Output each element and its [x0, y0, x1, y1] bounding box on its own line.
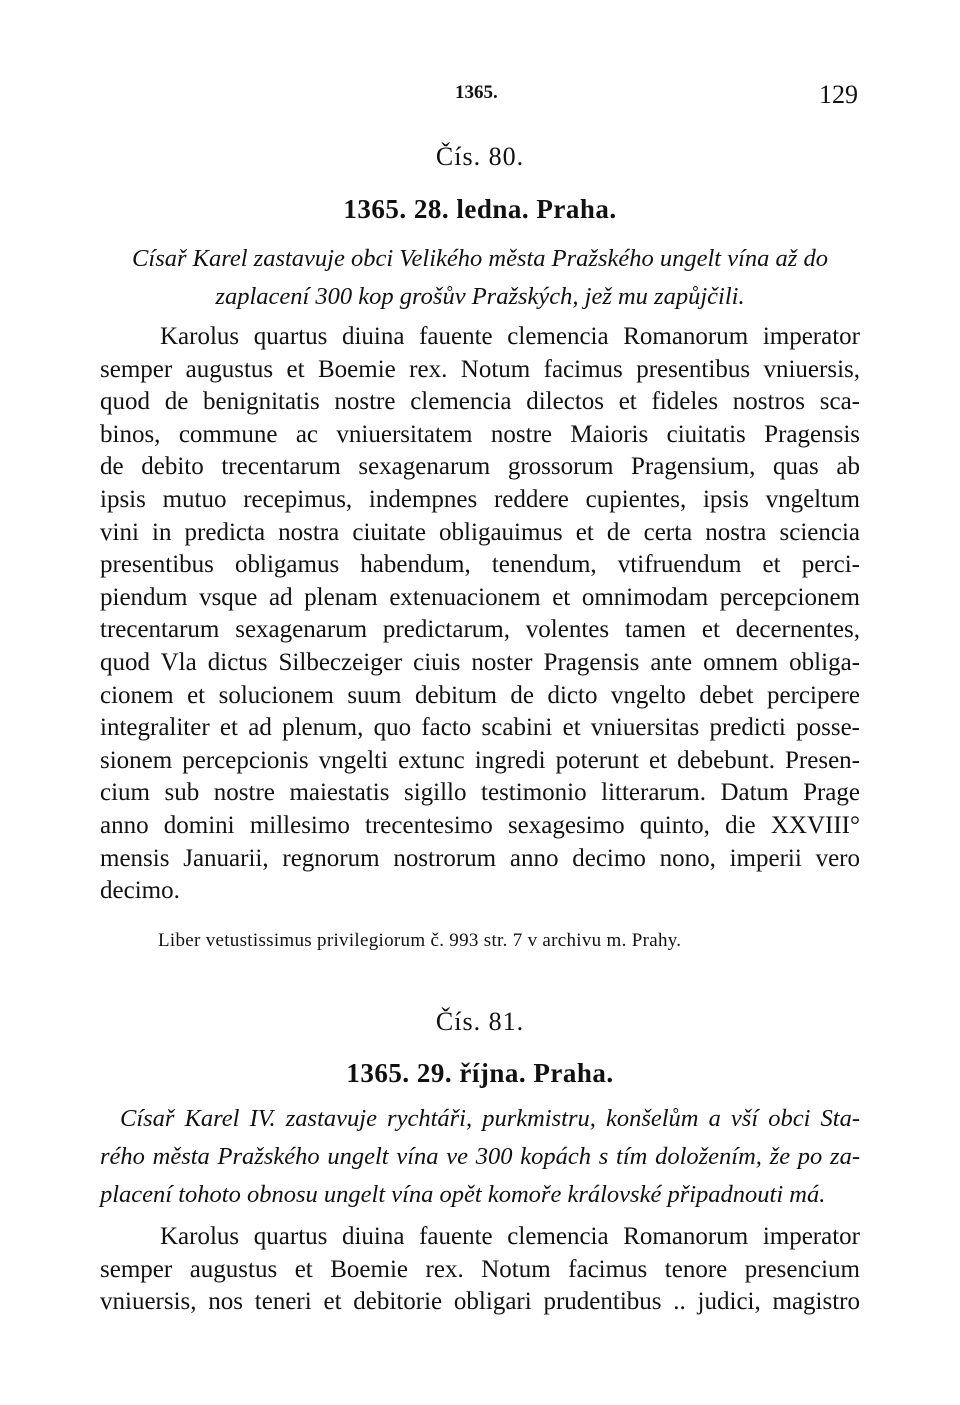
running-year: 1365. [455, 82, 498, 103]
document-date: 1365. 29. října. Praha. [346, 1058, 614, 1088]
document-number: Čís. 80. [435, 142, 525, 171]
text-line: quod Vla dictus Silbeczeiger ciuis noster Pragensis ante omnem obliga- [100, 648, 860, 676]
text-line: quod de benignitatis nostre clemencia dilectos et fideles nostros sca- [100, 388, 860, 416]
text-line: piendum vsque ad plenam extenuacionem et omnimodam percepcionem [100, 583, 860, 611]
text-line: anno domini millesimo trecentesimo sexagesimo quinto, die XXVIII° [100, 811, 860, 839]
text-line: ipsis mutuo recepimus, indempnes reddere cupientes, ipsis vngeltum [100, 485, 860, 513]
regest-line: Císař Karel zastavuje obci Velikého města Pražského ungelt vína až do [132, 245, 828, 272]
text-line: mensis Januarii, regnorum nostrorum anno decimo nono, imperii vero [100, 844, 860, 872]
document-date: 1365. 28. ledna. Praha. [343, 194, 617, 224]
text-line: presentibus obligamus habendum, tenendum, vtifruendum et perci- [100, 551, 860, 579]
text-line: integraliter et ad plenum, quo facto scabini et vniuersitas predicti posse- [100, 714, 860, 742]
text-line: vini in predicta nostra ciuitate obligauimus et de certa nostra sciencia [100, 518, 860, 546]
regest-line: Císař Karel IV. zastavuje rychtáři, purkmistru, konšelům a vší obci Sta- [120, 1105, 860, 1132]
source-note: Liber vetustissimus privilegiorum č. 993 str. 7 v archivu m. Prahy. [158, 930, 682, 951]
document-text [100, 321, 860, 908]
text-line: decimo. [100, 877, 180, 905]
regest-line: placení tohoto obnosu ungelt vína opět komoře královské připadnouti má. [100, 1181, 826, 1208]
text-line: semper augustus et Boemie rex. Notum facimus presentibus vniuersis, [100, 355, 860, 383]
text-line: sionem percepcionis vngelti extunc ingredi poterunt et debebunt. Presen- [100, 746, 860, 774]
text-line: vniuersis, nos teneri et debitorie obligari prudentibus .. judici, magistro [100, 1288, 860, 1316]
text-line: binos, commune ac vniuersitatem nostre Maioris ciuitatis Pragensis [100, 420, 860, 448]
page-header [0, 82, 960, 112]
page-number: 129 [819, 80, 858, 109]
regest-line: rého města Pražského ungelt vína ve 300 kopách s tím doložením, že po za- [100, 1143, 860, 1170]
text-line: Karolus quartus diuina fauente clemencia Romanorum imperator [160, 323, 860, 350]
document-text [100, 1221, 860, 1319]
text-line: Karolus quartus diuina fauente clemencia Romanorum imperator [160, 1223, 860, 1250]
text-line: de debito trecentarum sexagenarum grossorum Pragensium, quas ab [100, 453, 860, 481]
text-line: cionem et solucionem suum debitum de dicto vngelto debet percipere [100, 681, 860, 709]
regest-line: zaplacení 300 kop grošův Pražských, jež mu zapůjčili. [215, 283, 745, 310]
document-regest [100, 240, 860, 316]
text-line: trecentarum sexagenarum predictarum, volentes tamen et decernentes, [100, 616, 860, 644]
document-number: Čís. 81. [435, 1007, 525, 1036]
document-regest [100, 1100, 860, 1214]
text-line: cium sub nostre maiestatis sigillo testimonio litterarum. Datum Prage [100, 779, 860, 807]
text-line: semper augustus et Boemie rex. Notum facimus tenore presencium [100, 1255, 860, 1283]
